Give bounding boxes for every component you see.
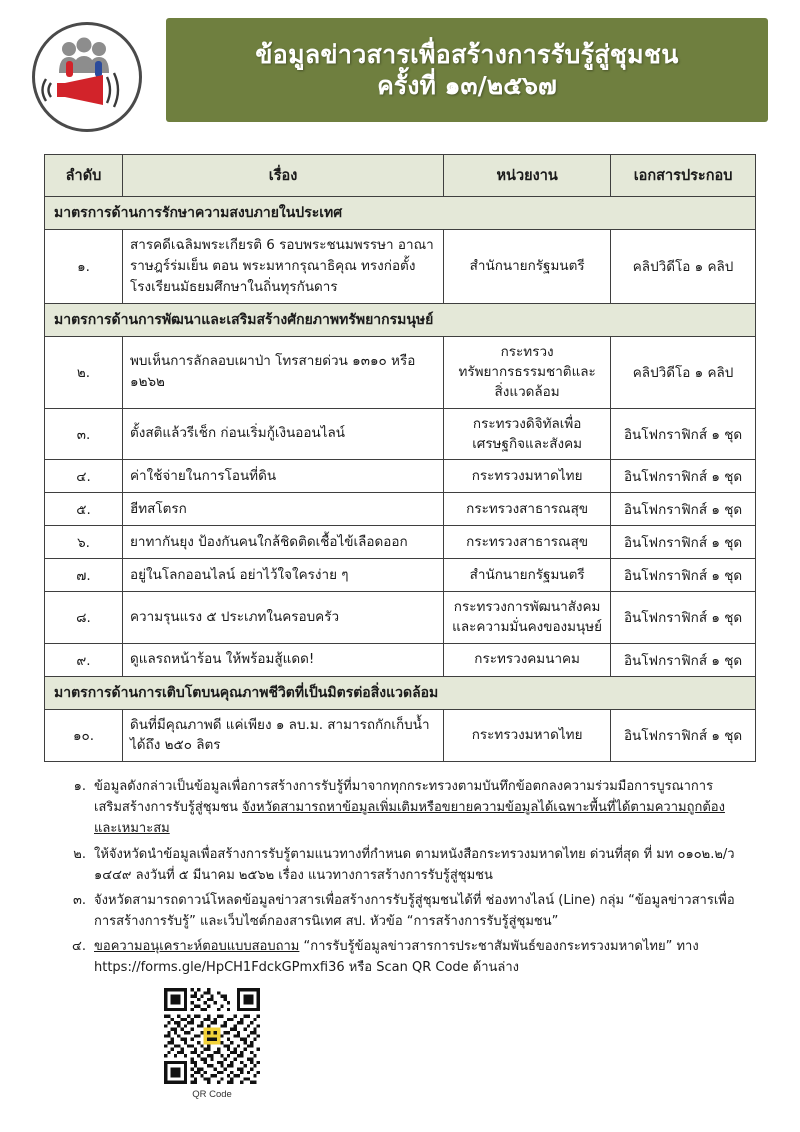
row-number: ๑. [45, 230, 123, 304]
note-text-plain: “การรับรู้ข้อมูลข่าวสารการประชาสัมพันธ์ของกระทรวงมหาดไทย” ทาง https://forms.gle/HpCH1FdckGPmxfi36 หรือ Scan QR Code ด้านล่าง [94, 938, 699, 975]
row-number: ๘. [45, 592, 123, 644]
row-topic: ดูแลรถหน้าร้อน ให้พร้อมสู้แดด! [123, 643, 444, 676]
qr-caption: QR Code [192, 1088, 232, 1100]
table-header [45, 155, 756, 197]
table-row [45, 408, 756, 460]
row-topic: ค่าใช้จ่ายในการโอนที่ดิน [123, 460, 444, 493]
row-organization: กระทรวงสาธารณสุข [444, 526, 611, 559]
note-text-plain: ให้จังหวัดนำข้อมูลเพื่อสร้างการรับรู้ตามแนวทางที่กำหนด ตามหนังสือกระทรวงมหาดไทย ด่วนที่สุด ที่ มท ๐๑๐๒.๒/ว ๑๔๔๙ ลงวันที่ ๕ มีนาคม ๒๕๖๒ เรื่อง แนวทางการสร้างการรับรู้สู่ชุมชน [94, 846, 735, 883]
note-number: ๑. [73, 779, 86, 795]
note-number: ๓. [72, 892, 86, 908]
qr-code-image[interactable] [164, 988, 260, 1084]
note-text [94, 844, 740, 886]
logo-graphic [35, 25, 133, 123]
section-title: มาตรการด้านการเติบโตบนคุณภาพชีวิตที่เป็นมิตรต่อสิ่งแวดล้อม [45, 676, 756, 709]
column-header-topic: เรื่อง [123, 155, 444, 197]
table-row [45, 592, 756, 644]
row-topic: พบเห็นการลักลอบเผาป่า โทรสายด่วน ๑๓๑๐ หรือ ๑๒๖๒ [123, 336, 444, 408]
row-document: อินโฟกราฟิกส์ ๑ ชุด [611, 643, 756, 676]
qr-area [60, 988, 740, 1100]
row-document: อินโฟกราฟิกส์ ๑ ชุด [611, 460, 756, 493]
section-title: มาตรการด้านการรักษาความสงบภายในประเทศ [45, 197, 756, 230]
row-topic: ความรุนแรง ๕ ประเภทในครอบครัว [123, 592, 444, 644]
document-issue: ครั้งที่ ๑๓/๒๕๖๗ [377, 71, 557, 100]
note-number: ๔. [72, 938, 86, 954]
document-header [22, 18, 778, 136]
row-number: ๕. [45, 493, 123, 526]
row-topic: ดินที่มีคุณภาพดี แค่เพียง ๑ ลบ.ม. สามารถกักเก็บน้ำได้ถึง ๒๕๐ ลิตร [123, 709, 444, 762]
row-organization: กระทรวงทรัพยากรธรรมชาติและสิ่งแวดล้อม [444, 336, 611, 408]
row-document: คลิปวิดีโอ ๑ คลิป [611, 336, 756, 408]
column-header-no: ลำดับ [45, 155, 123, 197]
row-organization: กระทรวงดิจิทัลเพื่อเศรษฐกิจและสังคม [444, 408, 611, 460]
note-item [60, 890, 740, 932]
note-item [60, 776, 740, 839]
note-item [60, 844, 740, 886]
note-item [60, 936, 740, 978]
table-header-row [45, 155, 756, 197]
row-document: คลิปวิดีโอ ๑ คลิป [611, 230, 756, 304]
row-organization: สำนักนายกรัฐมนตรี [444, 559, 611, 592]
table-row [45, 559, 756, 592]
row-number: ๓. [45, 408, 123, 460]
note-text-underlined: ขอความอนุเคราะห์ตอบแบบสอบถาม [94, 938, 300, 954]
note-text-plain: ข้อมูลดังกล่าวเป็นข้อมูลเพื่อการสร้างการรับรู้ที่มาจากทุกกระทรวงตามบันทึกข้อตกลงความร่วมมือการบูรณาการเสริมสร้างการรับรู้สู่ชุมชน [94, 779, 714, 816]
table-section-header [45, 303, 756, 336]
table-row [45, 709, 756, 762]
row-topic: อยู่ในโลกออนไลน์ อย่าไว้ใจใครง่าย ๆ [123, 559, 444, 592]
row-topic: ฮีทสโตรก [123, 493, 444, 526]
section-title: มาตรการด้านการพัฒนาและเสริมสร้างศักยภาพทรัพยากรมนุษย์ [45, 303, 756, 336]
row-number: ๗. [45, 559, 123, 592]
community-megaphone-logo [32, 22, 142, 132]
document-title: ข้อมูลข่าวสารเพื่อสร้างการรับรู้สู่ชุมชน [255, 39, 679, 69]
note-text [94, 890, 740, 932]
column-header-org: หน่วยงาน [444, 155, 611, 197]
logo-container [22, 18, 152, 132]
note-text [94, 776, 740, 839]
row-organization: กระทรวงการพัฒนาสังคมและความมั่นคงของมนุษย์ [444, 592, 611, 644]
table-section-header [45, 676, 756, 709]
table-row [45, 460, 756, 493]
note-number: ๒. [73, 846, 86, 862]
information-table [44, 154, 756, 762]
row-organization: กระทรวงมหาดไทย [444, 709, 611, 762]
row-topic: ตั้งสติแล้วรีเช็ก ก่อนเริ่มกู้เงินออนไลน์ [123, 408, 444, 460]
row-document: อินโฟกราฟิกส์ ๑ ชุด [611, 526, 756, 559]
row-document: อินโฟกราฟิกส์ ๑ ชุด [611, 408, 756, 460]
row-number: ๙. [45, 643, 123, 676]
row-organization: สำนักนายกรัฐมนตรี [444, 230, 611, 304]
table-body [45, 197, 756, 762]
row-document: อินโฟกราฟิกส์ ๑ ชุด [611, 493, 756, 526]
row-topic: สารคดีเฉลิมพระเกียรติ 6 รอบพระชนมพรรษา อาณาราษฎร์ร่มเย็น ตอน พระมหากรุณาธิคุณ ทรงก่อตั้งโรงเรียนมัธยมศึกษาในถิ่นทุรกันดาร [123, 230, 444, 304]
row-number: ๑๐. [45, 709, 123, 762]
note-text-plain: จังหวัดสามารถดาวน์โหลดข้อมูลข่าวสารเพื่อสร้างการรับรู้สู่ชุมชนได้ที่ ช่องทางไลน์ (Line) กลุ่ม “ข้อมูลข่าวสารเพื่อการสร้างการรับรู้” และเว็บไซต์กองสารนิเทศ สป. หัวข้อ “การสร้างการรับรู้สู่ชุมชน” [94, 892, 735, 929]
row-organization: กระทรวงมหาดไทย [444, 460, 611, 493]
table-row [45, 526, 756, 559]
row-topic: ยาทากันยุง ป้องกันคนใกล้ชิดติดเชื้อไข้เลือดออก [123, 526, 444, 559]
table-row [45, 336, 756, 408]
note-text [94, 936, 740, 978]
row-document: อินโฟกราฟิกส์ ๑ ชุด [611, 559, 756, 592]
qr-code-graphic [164, 988, 260, 1084]
note-text-underlined: จังหวัดสามารถหาข้อมูลเพิ่มเติมหรือขยายความข้อมูลได้เฉพาะพื้นที่ได้ตามความถูกต้องและเหมาะสม [94, 800, 725, 837]
row-document: อินโฟกราฟิกส์ ๑ ชุด [611, 592, 756, 644]
column-header-doc: เอกสารประกอบ [611, 155, 756, 197]
row-number: ๒. [45, 336, 123, 408]
row-organization: กระทรวงสาธารณสุข [444, 493, 611, 526]
row-organization: กระทรวงคมนาคม [444, 643, 611, 676]
table-section-header [45, 197, 756, 230]
table-row [45, 493, 756, 526]
notes-list [60, 776, 740, 977]
table-row [45, 643, 756, 676]
table-row [45, 230, 756, 304]
row-document: อินโฟกราฟิกส์ ๑ ชุด [611, 709, 756, 762]
row-number: ๖. [45, 526, 123, 559]
row-number: ๔. [45, 460, 123, 493]
title-banner [166, 18, 768, 122]
